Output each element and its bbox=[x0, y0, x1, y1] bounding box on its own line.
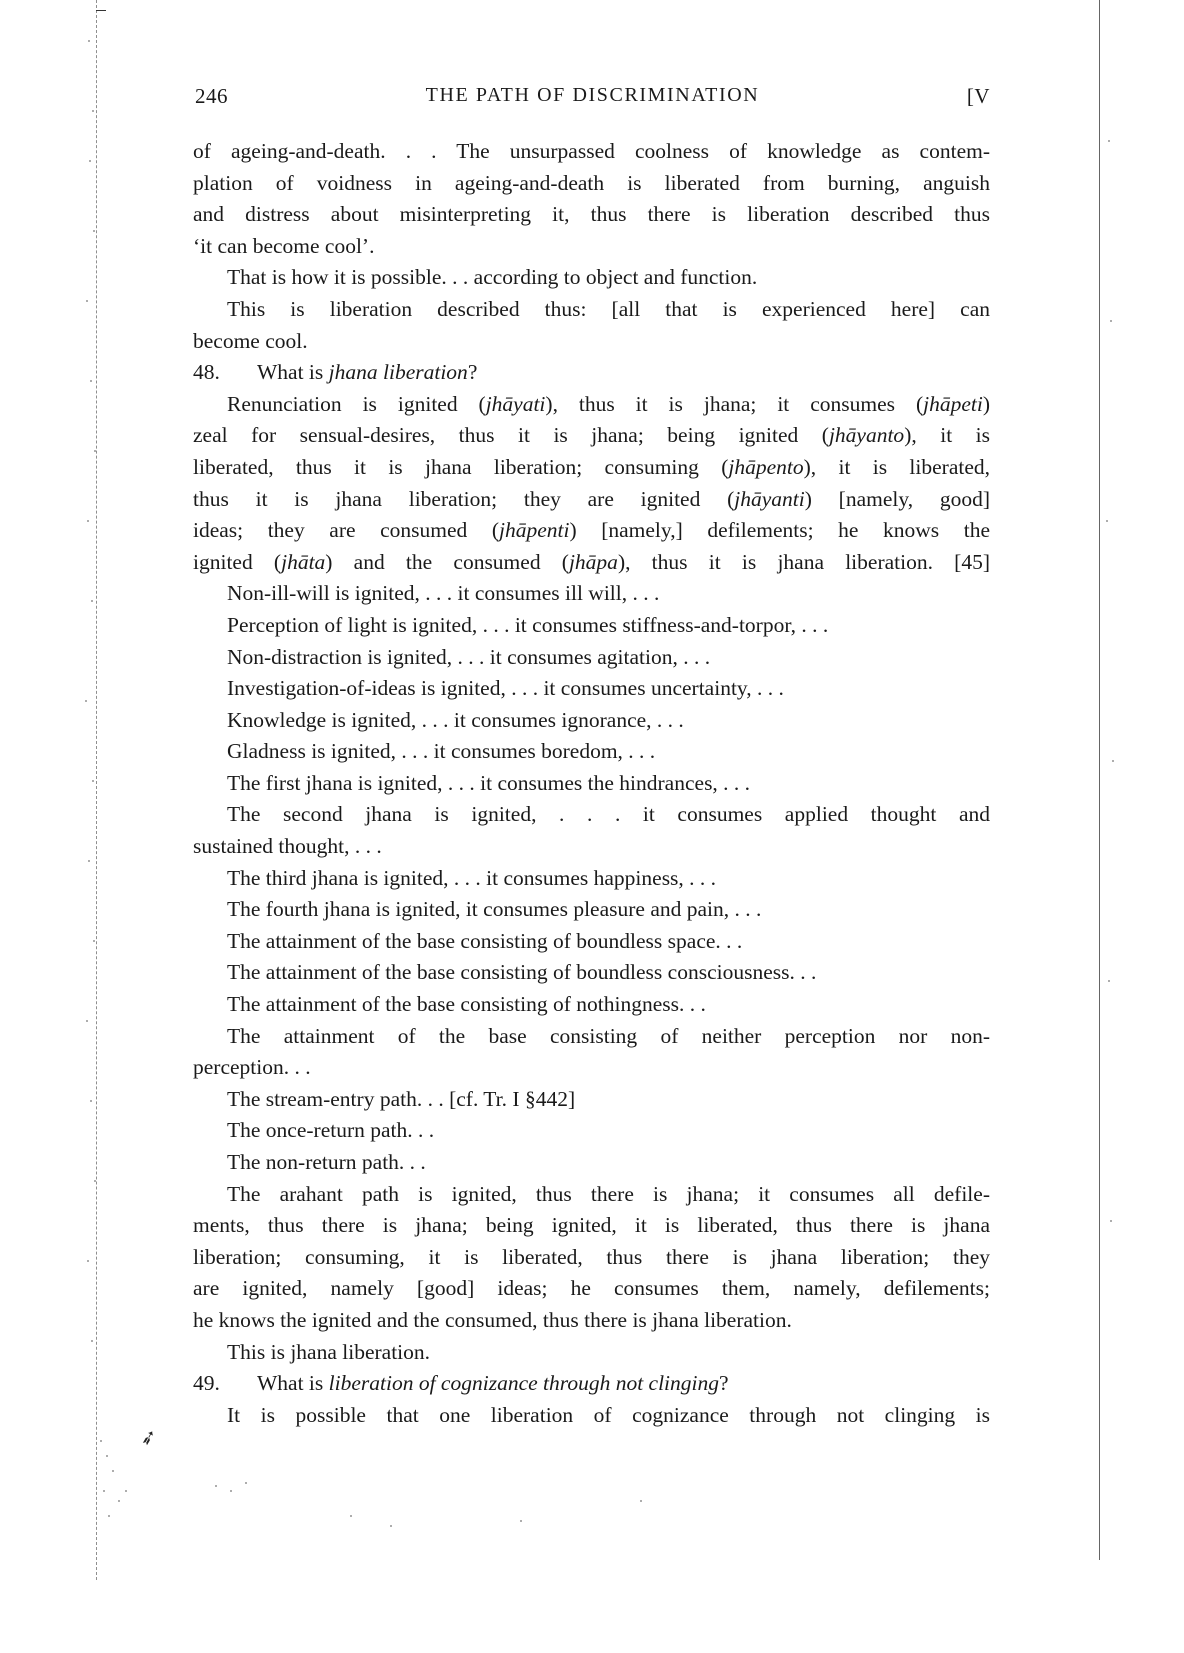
text-run: ? bbox=[467, 360, 478, 385]
scan-speckle bbox=[86, 300, 88, 302]
text-line bbox=[193, 1147, 990, 1179]
running-header bbox=[195, 84, 990, 114]
text-line bbox=[193, 294, 990, 326]
text-run: ), it is liberated, bbox=[803, 454, 990, 479]
text-line bbox=[193, 926, 990, 958]
text-run: perception. . . bbox=[193, 1055, 311, 1080]
text-run: ) bbox=[982, 391, 990, 416]
scan-speckle bbox=[89, 160, 91, 162]
text-line bbox=[193, 736, 990, 768]
scan-speckle bbox=[520, 1520, 522, 1522]
scan-speckle bbox=[215, 1485, 217, 1487]
text-line bbox=[193, 326, 990, 358]
scan-speckle bbox=[93, 230, 95, 232]
text-run: The non-return path. . . bbox=[227, 1150, 426, 1174]
text-run: The third jhana is ignited, . . . it consumes happiness, . . . bbox=[227, 865, 717, 890]
text-run: The first jhana is ignited, . . . it consumes the hindrances, . . . bbox=[227, 770, 751, 795]
scan-speckle bbox=[91, 1340, 93, 1342]
scan-speckle bbox=[87, 520, 89, 522]
text-line bbox=[193, 1400, 990, 1432]
text-run: This is jhana liberation. bbox=[227, 1339, 431, 1364]
text-run: and distress about misinterpreting it, thus there is liberation described thus bbox=[193, 202, 990, 227]
text-run: thus it is jhana liberation; they are ignited ( bbox=[193, 486, 735, 511]
text-run: Non-ill-will is ignited, . . . it consumes ill will, . . . bbox=[227, 581, 660, 606]
italic-term: jhāpento bbox=[728, 454, 804, 479]
chapter-marker: [V bbox=[966, 84, 990, 108]
text-line bbox=[193, 894, 990, 926]
text-run: ), it is bbox=[904, 423, 990, 448]
text-run: The second jhana is ignited, . . . it consumes applied thought and bbox=[227, 802, 990, 827]
text-line bbox=[193, 515, 990, 547]
scan-speckle bbox=[230, 1490, 232, 1492]
text-line bbox=[193, 547, 990, 579]
scan-speckle bbox=[106, 1455, 108, 1457]
text-run: plation of voidness in ageing-and-death is liberated from burning, anguish bbox=[193, 170, 990, 195]
text-run: ‘it can become cool’. bbox=[193, 233, 375, 258]
text-run: he knows the ignited and the consumed, thus there is jhana liberation. bbox=[193, 1307, 792, 1332]
scan-speckle bbox=[1110, 320, 1112, 322]
scan-speckle bbox=[108, 1515, 110, 1517]
text-run: The once-return path. . . bbox=[227, 1118, 435, 1143]
text-line bbox=[193, 136, 990, 168]
scan-speckle bbox=[125, 1490, 127, 1492]
text-run: The stream-entry path. . . [cf. Tr. I §442] bbox=[227, 1086, 576, 1111]
margin-pencil-mark-icon: ➶ bbox=[137, 1425, 160, 1451]
text-line bbox=[193, 1273, 990, 1305]
text-line bbox=[193, 642, 990, 674]
text-run: The arahant path is ignited, thus there is jhana; it consumes all defile- bbox=[227, 1181, 990, 1206]
text-run: Perception of light is ignited, . . . it consumes stiffness-and-torpor, . . . bbox=[227, 612, 829, 637]
scan-speckle bbox=[640, 1500, 642, 1502]
text-line bbox=[193, 168, 990, 200]
text-line bbox=[193, 610, 990, 642]
text-line bbox=[193, 578, 990, 610]
text-line bbox=[193, 389, 990, 421]
scan-speckle bbox=[88, 40, 90, 42]
text-run: Investigation-of-ideas is ignited, . . . it consumes uncertainty, . . . bbox=[227, 676, 784, 701]
text-run: Gladness is ignited, . . . it consumes boredom, . . . bbox=[227, 739, 656, 764]
italic-term: jhana liberation bbox=[328, 360, 468, 385]
scan-speckle bbox=[390, 1525, 392, 1527]
text-run: ) [namely,] defilements; he knows the bbox=[569, 518, 990, 543]
text-run: The attainment of the base consisting of neither perception nor non- bbox=[227, 1023, 990, 1048]
text-run: ? bbox=[719, 1371, 729, 1396]
page-number: 246 bbox=[195, 84, 228, 108]
text-run: ) and the consumed ( bbox=[325, 549, 569, 574]
italic-term: jhāyati bbox=[485, 391, 546, 416]
text-run: liberated, thus it is jhana liberation; consuming ( bbox=[193, 454, 729, 479]
section-number: 48. bbox=[193, 360, 220, 385]
text-line bbox=[193, 705, 990, 737]
scan-speckle bbox=[1112, 760, 1114, 762]
scan-edge-right bbox=[1099, 0, 1100, 1560]
italic-term: jhāyanti bbox=[734, 486, 805, 511]
text-run: The attainment of the base consisting of boundless space. . . bbox=[227, 928, 743, 953]
scan-speckle bbox=[94, 1180, 96, 1182]
text-run: ), thus it is jhana; it consumes ( bbox=[545, 391, 924, 416]
text-run: That is how it is possible. . . according to object and function. bbox=[227, 265, 758, 290]
text-run: of ageing-and-death. . . The unsurpassed coolness of knowledge as contem- bbox=[193, 139, 990, 163]
text-line bbox=[193, 1021, 990, 1053]
scan-speckle bbox=[92, 110, 94, 112]
text-line bbox=[193, 1179, 990, 1211]
scan-speckle bbox=[1108, 140, 1110, 142]
text-line bbox=[193, 199, 990, 231]
text-line bbox=[193, 1305, 990, 1337]
text-run: ), thus it is jhana liberation. [45] bbox=[617, 549, 990, 574]
scan-speckle bbox=[103, 1490, 105, 1492]
text-line bbox=[193, 989, 990, 1021]
text-run: zeal for sensual-desires, thus it is jhana; being ignited ( bbox=[193, 423, 829, 448]
scan-speckle bbox=[86, 1020, 88, 1022]
italic-term: jhāpeti bbox=[923, 391, 983, 416]
scan-speckle bbox=[100, 1440, 102, 1442]
scan-speckle bbox=[245, 1482, 247, 1484]
text-line bbox=[193, 1242, 990, 1274]
scan-speckle bbox=[93, 940, 95, 942]
scan-speckle bbox=[91, 600, 93, 602]
page-body-text bbox=[193, 136, 990, 1431]
text-line bbox=[193, 484, 990, 516]
text-line bbox=[193, 673, 990, 705]
text-line bbox=[193, 863, 990, 895]
scan-speckle bbox=[88, 860, 90, 862]
running-title: THE PATH OF DISCRIMINATION bbox=[425, 84, 760, 106]
scan-edge-corner-mark bbox=[96, 10, 106, 11]
text-run: It is possible that one liberation of cognizance through not clinging is bbox=[227, 1402, 990, 1427]
text-line bbox=[193, 1052, 990, 1084]
text-run: Renunciation is ignited ( bbox=[227, 391, 486, 416]
text-run: ) [namely, good] bbox=[804, 486, 990, 511]
section-question-line bbox=[193, 1368, 990, 1400]
text-run: liberation; consuming, it is liberated, thus there is jhana liberation; they bbox=[193, 1244, 990, 1269]
text-line bbox=[193, 1337, 990, 1369]
text-run: What is bbox=[257, 1371, 329, 1396]
scan-speckle bbox=[87, 1260, 89, 1262]
text-line bbox=[193, 1210, 990, 1242]
scan-speckle bbox=[1108, 980, 1110, 982]
text-run: The attainment of the base consisting of nothingness. . . bbox=[227, 992, 706, 1017]
text-run: become cool. bbox=[193, 328, 308, 353]
text-run: ignited ( bbox=[193, 549, 282, 574]
scan-speckle bbox=[92, 780, 94, 782]
scan-speckle bbox=[350, 1515, 352, 1517]
scan-speckle bbox=[118, 1500, 120, 1502]
section-question-line bbox=[193, 357, 990, 389]
text-line bbox=[193, 420, 990, 452]
text-run: ideas; they are consumed ( bbox=[193, 518, 499, 543]
text-line bbox=[193, 262, 990, 294]
text-line bbox=[193, 831, 990, 863]
text-line bbox=[193, 768, 990, 800]
scan-speckle bbox=[90, 1100, 92, 1102]
text-run: Knowledge is ignited, . . . it consumes ignorance, . . . bbox=[227, 707, 684, 732]
scan-speckle bbox=[1106, 520, 1108, 522]
italic-term: jhāta bbox=[281, 549, 326, 574]
text-run: This is liberation described thus: [all that is experienced here] can bbox=[227, 296, 990, 321]
text-run: sustained thought, . . . bbox=[193, 834, 382, 859]
text-run: are ignited, namely [good] ideas; he consumes them, namely, defilements; bbox=[193, 1276, 990, 1301]
scan-speckle bbox=[112, 1470, 114, 1472]
text-line bbox=[193, 1084, 990, 1116]
text-line bbox=[193, 957, 990, 989]
italic-term: jhāpenti bbox=[499, 518, 570, 543]
text-line bbox=[193, 231, 990, 263]
section-number: 49. bbox=[193, 1371, 220, 1396]
scan-speckle bbox=[90, 380, 92, 382]
text-run: Non-distraction is ignited, . . . it consumes agitation, . . . bbox=[227, 644, 711, 669]
text-run: What is bbox=[257, 360, 329, 385]
scan-edge-left bbox=[96, 0, 98, 1580]
scan-speckle bbox=[94, 450, 96, 452]
italic-term: liberation of cognizance through not clinging bbox=[328, 1371, 720, 1396]
text-line bbox=[193, 799, 990, 831]
text-run: ments, thus there is jhana; being ignited, it is liberated, thus there is jhana bbox=[193, 1213, 990, 1238]
text-line bbox=[193, 1115, 990, 1147]
scan-speckle bbox=[1110, 1220, 1112, 1222]
text-run: The attainment of the base consisting of boundless consciousness. . . bbox=[227, 960, 817, 985]
text-run: The fourth jhana is ignited, it consumes pleasure and pain, . . . bbox=[227, 897, 762, 922]
scan-speckle bbox=[85, 700, 87, 702]
italic-term: jhāpa bbox=[568, 549, 618, 574]
text-line bbox=[193, 452, 990, 484]
italic-term: jhāyanto bbox=[828, 423, 905, 448]
